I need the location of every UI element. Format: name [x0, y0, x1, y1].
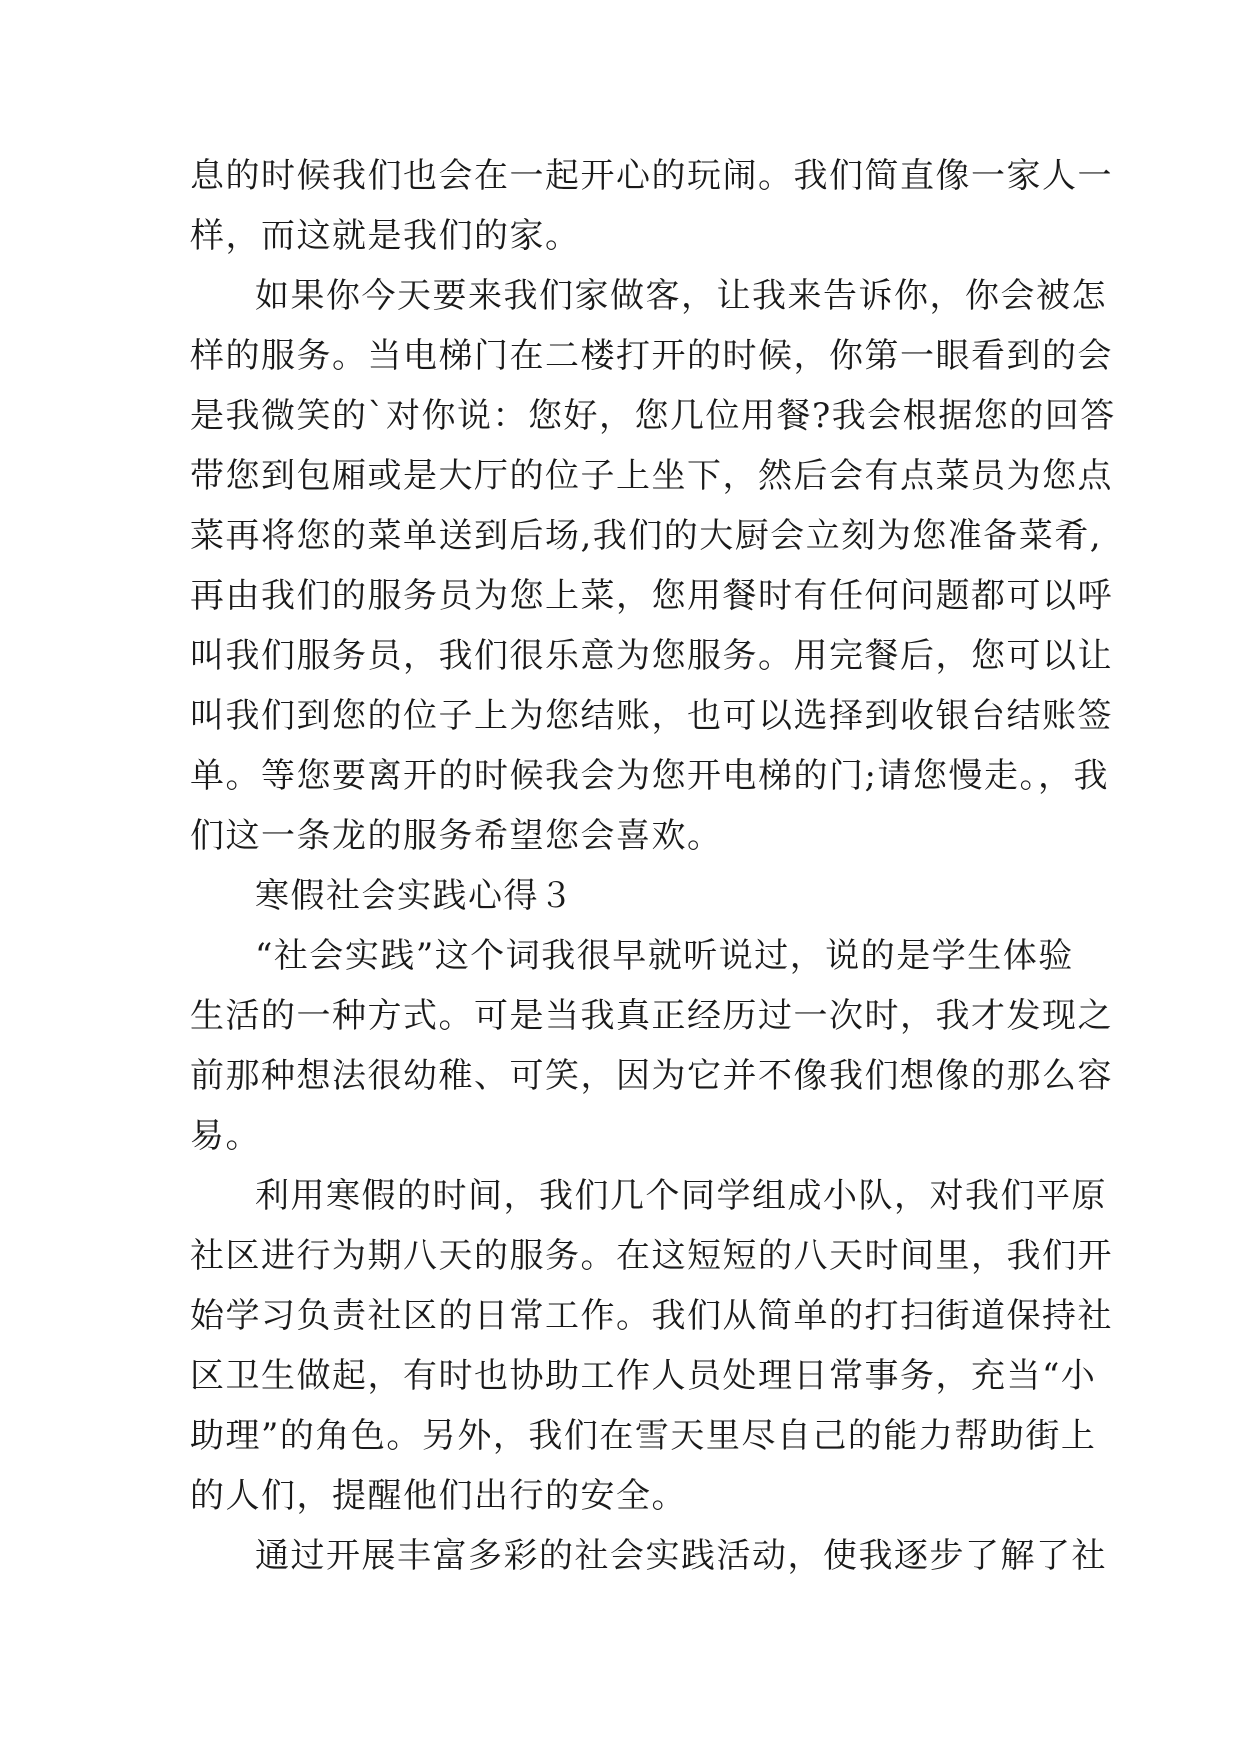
- text-line: 单。等您要离开的时候我会为您开电梯的门;请您慢走。，我: [190, 756, 1109, 796]
- text-line: 样，而这就是我们的家。: [190, 216, 581, 256]
- text-line: 的人们，提醒他们出行的安全。: [190, 1476, 687, 1516]
- text-line: 带您到包厢或是大厅的位子上坐下，然后会有点菜员为您点: [190, 456, 1113, 496]
- text-line: 区卫生做起，有时也协助工作人员处理日常事务，充当“小: [190, 1356, 1097, 1396]
- text-line: 始学习负责社区的日常工作。我们从简单的打扫街道保持社: [190, 1296, 1113, 1336]
- text-line: 菜再将您的菜单送到后场,我们的大厨会立刻为您准备菜肴,: [190, 516, 1103, 556]
- text-line: 是我微笑的`对你说：您好，您几位用餐?我会根据您的回答: [190, 396, 1116, 436]
- text-line: 生活的一种方式。可是当我真正经历过一次时，我才发现之: [190, 996, 1113, 1036]
- paragraph-start-line: 利用寒假的时间，我们几个同学组成小队，对我们平原: [255, 1176, 1107, 1216]
- paragraph-start-line: 如果你今天要来我们家做客，让我来告诉你，你会被怎: [255, 276, 1107, 316]
- paragraph-start-line: “社会实践”这个词我很早就听说过，说的是学生体验: [255, 936, 1074, 976]
- text-line: 社区进行为期八天的服务。在这短短的八天时间里，我们开: [190, 1236, 1113, 1276]
- text-line: 们这一条龙的服务希望您会喜欢。: [190, 816, 723, 856]
- text-line: 样的服务。当电梯门在二楼打开的时候，你第一眼看到的会: [190, 336, 1113, 376]
- text-line: 助理”的角色。另外，我们在雪天里尽自己的能力帮助街上: [190, 1416, 1097, 1456]
- text-line: 息的时候我们也会在一起开心的玩闹。我们简直像一家人一: [190, 156, 1113, 196]
- section-heading: 寒假社会实践心得３: [255, 876, 575, 916]
- paragraph-start-line: 通过开展丰富多彩的社会实践活动，使我逐步了解了社: [255, 1536, 1107, 1576]
- text-line: 叫我们到您的位子上为您结账，也可以选择到收银台结账签: [190, 696, 1113, 736]
- text-line: 易。: [190, 1116, 261, 1156]
- text-line: 前那种想法很幼稚、可笑，因为它并不像我们想像的那么容: [190, 1056, 1113, 1096]
- text-line: 再由我们的服务员为您上菜，您用餐时有任何问题都可以呼: [190, 576, 1113, 616]
- text-line: 叫我们服务员，我们很乐意为您服务。用完餐后，您可以让: [190, 636, 1113, 676]
